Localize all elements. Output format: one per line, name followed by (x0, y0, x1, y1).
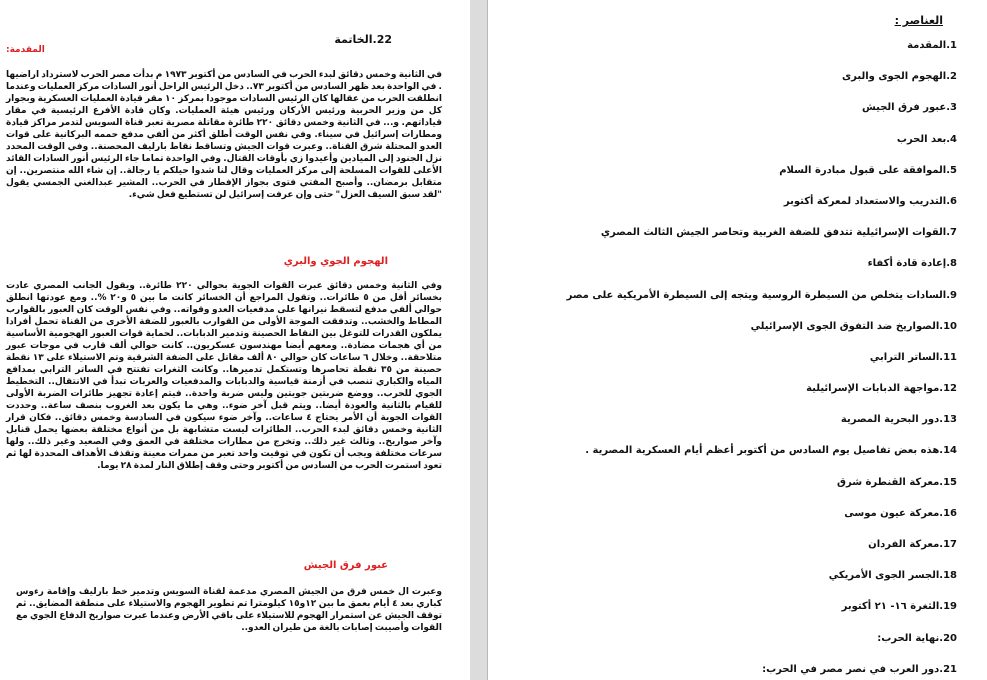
left-document-page (0, 0, 470, 680)
toc-title: العناصر : (894, 14, 943, 27)
intro-paragraph: في الثانية وخمس دقائق لبدء الحرب في السادس من أكتوبر ١٩٧٣ م بدأت مصر الحرب لاسترداد اراضيها . في الواحدة بعد ظهر السادس من أكتوبر ٧٣.. دخل الرئيس الراحل أنور السادات مركز العمليات وعندما انطلقت الحرب من عقالها كان الرئيس السادات موجودا بمركز ١٠ مقر قيادة العمليات العسكرية وبجوار كل من وزير الحربية ورئيس الأركان ورئيس هيئة العمليات. وكان قادة الأفرع الرئيسية في مقار قياداتهم. و... في الثانية وخمس دقائق ٢٢٠ طائرة مقاتلة مصرية تعبر قناة السويس لتدمر مراكز قيادة ومطارات إسرائيل في سيناء. وفي نفس الوقت أطلق أكثر من ألفي مدفع حممه البركانية على قوات العدو المحتلة شرق القناة.. وعبرت قوات الجيش وتساقط نقاط بارليف المحصنة.. وفي الوقت المحدد نزل الجنود إلى الميادين وأعيدوا زي بأوقات القتال. وفي الواحدة تماما جاء الرئيس أنور السادات القائد الأعلى للقوات المسلحة إلى مركز العمليات وقال لنا شدوا حيلكم يا رجالة.. إن شاء الله منتصرين.. إن متقابل برمضان.. وأصبح المفتي فتوى بجواز الإفطار في الحرب.. المشير عبدالغني الجمسي يقول "لقد سبق السيف العزل" حتى وإن عرفت إسرائيل لن تستطيع فعل شيء. (6, 70, 442, 200)
toc-item-13: 13.دور البحرية المصرية (840, 414, 957, 426)
toc-item-6: 6.التدريب والاستعداد لمعركة أكتوبر (783, 195, 957, 207)
toc-item-1: 1.المقدمة (907, 40, 957, 51)
toc-item-19: 19.الثغرة ١٦- ٢١ أكتوبر (841, 601, 957, 613)
crossing-heading: عبور فرق الجيش (303, 560, 388, 571)
toc-item-12: 12.مواجهة الدبابات الإسرائيلية (806, 383, 957, 395)
toc-item-7: 7.القوات الإسرائيلية تتدفق للضفة الغربية وتحاصر الجيش الثالث المصري (600, 227, 957, 239)
conclusion-title: 22.الخاتمة (334, 33, 392, 46)
toc-item-18: 18.الجسر الجوى الأمريكي (828, 570, 957, 582)
toc-item-3: 3.عبور فرق الجيش (862, 102, 957, 114)
toc-item-20: 20.نهاية الحرب: (877, 632, 957, 644)
air-attack-paragraph: وفي الثانية وخمس دقائق عبرت القوات الجوية بحوالي ٢٢٠ طائرة.. ويقول الجانب المصري عادت بخسائر أقل من ٥ طائرات.. وتقول المراجع أن الخسائر كانت ما بين ٥ و٢٠ %.. ومع عودتها انطلق حوالي ألفي مدفع لتسقط نيرانها على مدفعيات العدو وقواته.. وفي نفس الوقت كان العبور بالقوارب المطاط والخشب.. وتدفقت الموجة الأولى من القوارب بالعبور للضفة الأخرى من القناة تحمل أفرادا يملكون القدرات للتوغل بين النقاط الحصينة وتدمير الدبابات.. لحماية قوات العبور الهجومية الأساسية من أي هجمات مضادة.. ومعهم أيضا مهندسون عسكريون.. كانت حوالي ألف قارب في موجات عبور متلاحقة.. وخلال ٦ ساعات كان حوالي ٨٠ ألف مقاتل على الضفة الشرقية وتم الاستيلاء على ١٣ نقطة حصينة من ٣٥ نقطة تحاصرها وتستكمل تدميرها.. وكانت الثغرات تفتتح في الساتر الترابي بمدافع المياه والكباري تنصب في أزمنة قياسية والدبابات والمدفعيات والعربات تبدأ في الانتقال.. التخطيط الجوي للحرب.. ووضع ضربتين جويتين وليس ضربة واحدة.. فيتم إعادة تجهيز طائرات الضربة الأولى للقيام بالثانية والعودة أيضا.. ويتم قبل آخر ضوء.. وهي ما يكون بعد الغروب بنصف ساعة.. وحددت القوات الجوية أن الأمر يحتاج ٤ ساعات.. وآخر ضوء سيكون في السادسة وخمس دقائق.. فكان قرار الثانية وخمس دقائق لبدء الحرب.. الطائرات ليست متشابهة بل من أنواع مختلفة بعضها يحمل قنابل وآخر صواريخ.. وثالث غير ذلك.. وتخرج من مطارات مختلفة في العمق وفي الصعيد وغير ذلك.. ولها سرعات مختلفة ويجب أن تكون في توقيت واحد تعبر من ممرات معينة وتقذف الأهداف المحددة لها ثم تعود استمرت الحرب من السادس من أكتوبر وحتى وقف إطلاق النار لمدة ٢٨ يوما. (6, 281, 443, 471)
toc-item-16: 16.معركة عيون موسى (844, 507, 957, 519)
page-gutter (470, 0, 488, 680)
toc-item-14: 14.هذه بعض تفاصيل يوم السادس من أكتوبر أعظم أيام العسكرية المصرية . (585, 445, 957, 457)
toc-item-2: 2.الهجوم الجوى والبرى (841, 71, 957, 83)
crossing-paragraph: وعبرت ال خمس فرق من الجيش المصري مدعمة لقناة السويس وتدمير خط بارليف وإقامة رءوس كباري بعد ٤ أيام بعمق ما بين ١٢و١٥ كيلومترا تم تطوير الهجوم والاستيلاء على منطقة المضايق.. ثم توقف الجيش عن استمرار الهجوم للاستيلاء على باقي الأرض وعندما عبرت صواريخ الدفاع الجوي مع القوات وأصيبت إصابات بالغة من طيران العدو.. (16, 587, 442, 633)
intro-heading: المقدمة: (6, 45, 45, 55)
toc-list (497, 40, 957, 680)
toc-item-4: 4.بعد الحرب (896, 133, 957, 145)
toc-item-9: 9.السادات يتخلص من السيطرة الروسية ويتجه إلى السيطرة الأمريكية على مصر (566, 289, 957, 301)
toc-item-10: 10.الصواريخ ضد التفوق الجوى الإسرائيلي (750, 320, 957, 332)
toc-item-5: 5.الموافقة على قبول مبادرة السلام (779, 164, 957, 176)
toc-item-15: 15.معركة القنطرة شرق (837, 476, 957, 488)
air-attack-heading: الهجوم الجوي والبري (283, 256, 388, 267)
toc-item-21: 21.دور العرب في نصر مصر في الحرب: (762, 663, 957, 675)
toc-item-8: 8.إعادة قادة أكفاء (867, 258, 957, 270)
toc-item-17: 17.معركة الفردان (868, 539, 957, 550)
toc-item-11: 11.الساتر الترابي (869, 351, 957, 363)
right-document-page (488, 0, 987, 680)
